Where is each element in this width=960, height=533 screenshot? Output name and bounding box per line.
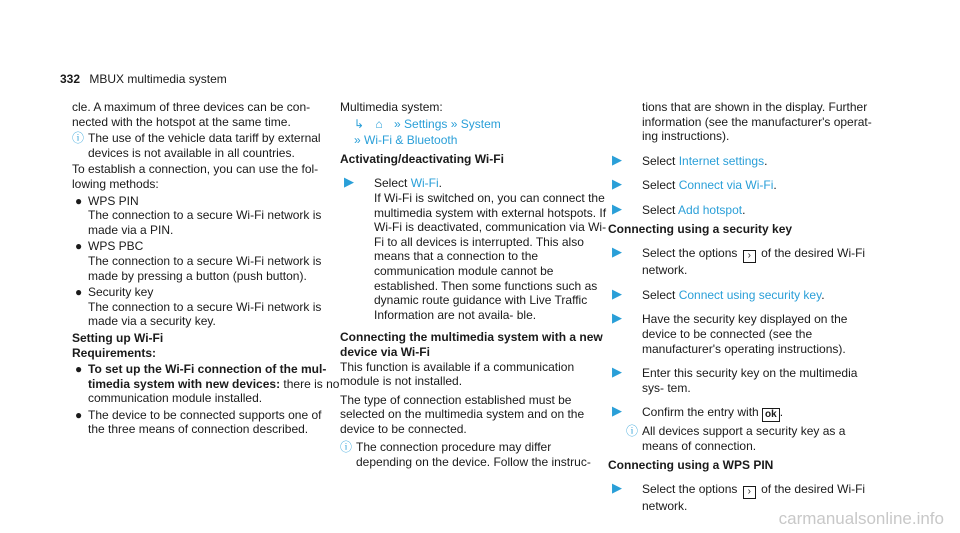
options-icon: ›: [743, 250, 756, 263]
bullet-icon: ●: [75, 362, 83, 377]
path-wifi-bluetooth[interactable]: Wi-Fi & Bluetooth: [364, 133, 458, 148]
instruction-step: [608, 246, 876, 278]
path-settings[interactable]: Settings: [404, 116, 448, 131]
step-arrow-icon: ▶: [612, 244, 622, 260]
page-number: 332: [60, 72, 81, 86]
instruction-step: ▶ Select Connect using security key.: [612, 285, 825, 302]
note-text: The use of the vehicle data tariff by external devices is not available in all countries.: [88, 131, 321, 160]
sub-heading: Requirements:: [72, 345, 157, 360]
page-header: [60, 72, 227, 87]
section-heading: Connecting the multimedia system with a new device via Wi-Fi: [340, 330, 603, 359]
step-text: Select the options: [642, 482, 741, 497]
requirement-bold: To set up the Wi-Fi connection of the mul- timedia system with new devices:: [88, 362, 327, 391]
info-icon: ⓘ: [626, 424, 639, 439]
step-text: Confirm the entry with: [642, 405, 763, 420]
link-connect-security-key[interactable]: Connect using security key: [678, 287, 822, 302]
column-2: [340, 100, 608, 472]
paragraph: cle. A maximum of three devices can be con- nected with the hotspot at the same time.: [72, 100, 311, 129]
requirement-text: there is no communication module installed.: [88, 376, 340, 406]
menu-path: [340, 117, 608, 132]
step-arrow-icon: ▶: [612, 176, 622, 192]
step-text: Select: [374, 176, 411, 191]
step-arrow-icon: ▶: [612, 364, 622, 380]
list-item: [72, 194, 340, 238]
list-item-title: Security key: [88, 285, 154, 300]
path-system[interactable]: System: [460, 116, 501, 131]
info-icon: ⓘ: [340, 440, 353, 455]
step-text: Select: [642, 287, 679, 302]
list-item: [72, 285, 340, 329]
step-arrow-icon: ▶: [344, 174, 354, 190]
list-item: [72, 239, 340, 283]
list-item-desc: The connection to a secure Wi-Fi network is made via a PIN.: [88, 208, 322, 237]
step-text: of the desired Wi-Fi network.: [642, 482, 866, 514]
info-icon: ⓘ: [72, 131, 85, 146]
list-item: [72, 408, 340, 437]
instruction-step: ▶ Confirm the entry with ok .: [612, 403, 784, 421]
step-text: Select the options: [642, 246, 741, 261]
paragraph: tions that are shown in the display. Further information (see the manufacturer's operat- ing instructions).: [642, 100, 872, 144]
bullet-icon: ●: [75, 239, 83, 254]
note: [72, 131, 340, 160]
section-heading: Setting up Wi-Fi: [72, 330, 164, 345]
link-wifi[interactable]: Wi-Fi: [410, 176, 439, 191]
list-item: [72, 362, 340, 406]
link-add-hotspot[interactable]: Add hotspot: [678, 202, 743, 217]
step-arrow-icon: ▶: [612, 310, 622, 326]
note: [608, 424, 876, 453]
bullet-icon: ●: [75, 407, 83, 422]
ok-icon: ok: [762, 408, 780, 422]
instruction-step: ▶ Select Internet settings.: [612, 151, 768, 168]
step-text: .: [438, 176, 443, 191]
step-arrow-icon: ▶: [612, 285, 622, 301]
path-separator-icon: »: [354, 133, 361, 148]
page-title: MBUX multimedia system: [89, 72, 227, 86]
paragraph: To establish a connection, you can use the fol- lowing methods:: [72, 162, 319, 191]
step-text: Enter this security key on the multimedia sys- tem.: [642, 366, 858, 395]
step-arrow-icon: ▶: [612, 200, 622, 216]
paragraph: This function is available if a communication module is not installed.: [340, 359, 575, 389]
instruction-step: ▶ Select Add hotspot.: [612, 200, 746, 217]
step-arrow-icon: ▶: [612, 480, 622, 496]
step-text: Select: [642, 178, 679, 193]
home-icon: ⌂: [375, 116, 383, 131]
section-heading: Connecting using a WPS PIN: [608, 457, 774, 472]
step-arrow-icon: ▶: [612, 151, 622, 167]
path-separator-icon: »: [394, 116, 401, 131]
path-separator-icon: »: [450, 116, 458, 131]
note: [340, 440, 608, 469]
paragraph: Multimedia system:: [340, 100, 443, 114]
note-text: All devices support a security key as a means of connection.: [642, 424, 846, 453]
bullet-icon: ●: [75, 193, 83, 208]
instruction-step: [608, 366, 876, 395]
list-item-desc: The connection to a secure Wi-Fi network is made via a security key.: [88, 299, 322, 329]
watermark: carmanualsonline.info: [778, 509, 944, 529]
instruction-step: [608, 312, 876, 356]
step-text: Select: [642, 153, 679, 168]
link-connect-via-wifi[interactable]: Connect via Wi-Fi: [678, 178, 774, 193]
step-text: of the desired Wi-Fi network.: [642, 246, 866, 278]
note-text: The connection procedure may differ depending on the device. Follow the instruc-: [356, 440, 591, 470]
paragraph: The type of connection established must be selected on the multimedia system and on the device to be connected.: [340, 392, 585, 436]
instruction-step: ▶ Select Connect via Wi-Fi.: [612, 176, 777, 193]
section-heading: Connecting using a security key: [608, 221, 793, 236]
column-1: [72, 100, 340, 439]
list-item-title: WPS PIN: [88, 193, 139, 208]
path-arrow-icon: ↳: [354, 116, 365, 131]
menu-path: [340, 133, 608, 148]
section-heading: Activating/deactivating Wi-Fi: [340, 151, 504, 166]
bullet-icon: ●: [75, 285, 83, 300]
step-text: Select: [642, 202, 679, 217]
options-icon: ›: [743, 486, 756, 499]
link-internet-settings[interactable]: Internet settings: [678, 153, 765, 168]
requirement-text: The device to be connected supports one of the three means of connection described.: [88, 407, 322, 437]
step-arrow-icon: ▶: [612, 403, 622, 419]
instruction-step: [340, 176, 608, 322]
list-item-desc: The connection to a secure Wi-Fi network is made by pressing a button (push button).: [88, 253, 322, 283]
step-description: If Wi-Fi is switched on, you can connect the multimedia system with external hotspots. If Wi-Fi is deactivated, communication via Wi-Fi to all devices is interrupted. This also means that a connection to the communication module cannot be established. Then some functions such as dynamic route guidance with Live Traffic Information are not availa- ble.: [374, 190, 607, 322]
column-3: [608, 100, 876, 522]
step-text: Have the security key displayed on the device to be connected (see the manufacturer's operating instructions).: [642, 312, 848, 356]
list-item-title: WPS PBC: [88, 239, 144, 254]
